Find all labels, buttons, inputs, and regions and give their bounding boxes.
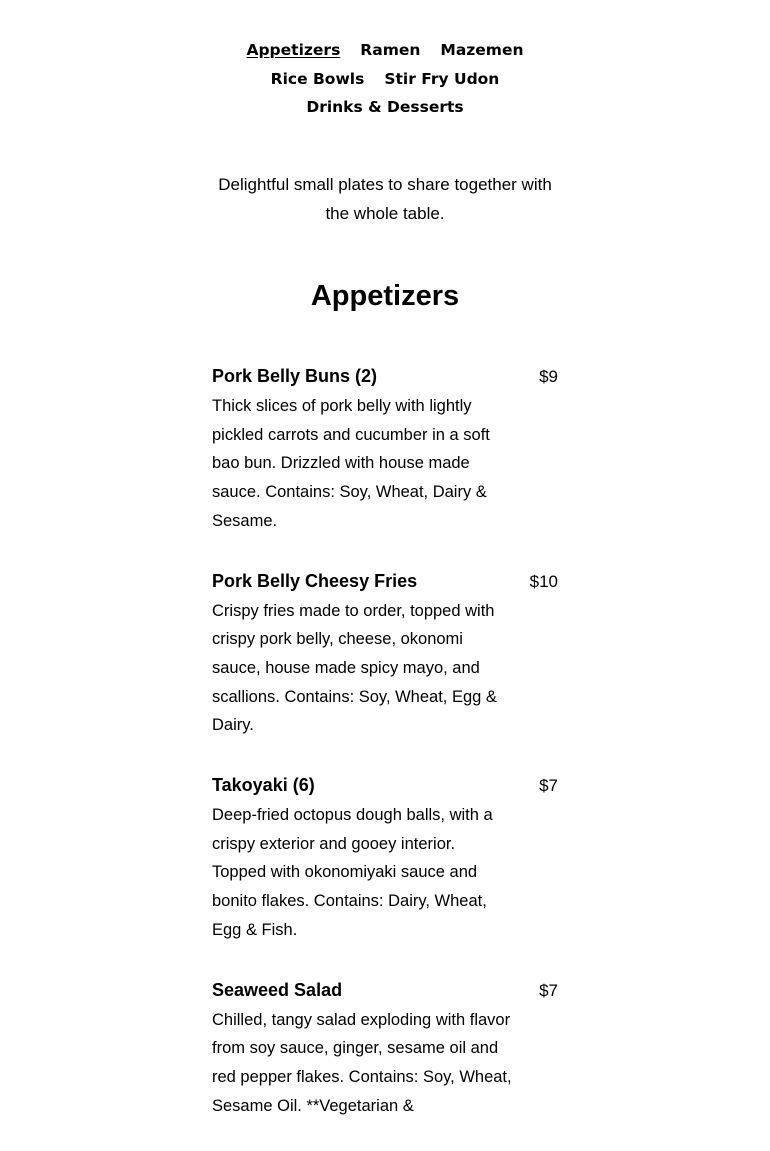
menu-item-price: $9	[539, 367, 558, 386]
menu-item-description: Deep-fried octopus dough balls, with a crispy exterior and gooey interior. Topped with okonomiyaki sauce and bonito flakes. Contains: Dairy, Wheat, Egg & Fish.	[212, 806, 493, 939]
menu-item	[212, 567, 558, 741]
menu-item-name: Seaweed Salad	[212, 979, 343, 1000]
category-nav-row	[0, 36, 770, 65]
category-nav	[0, 36, 770, 122]
menu-item-price: $7	[539, 776, 558, 796]
menu-item	[212, 362, 558, 536]
category-nav-row	[0, 65, 770, 94]
category-nav-row	[0, 93, 770, 122]
menu-item-header	[212, 976, 558, 1005]
section-title: Appetizers	[310, 280, 460, 312]
nav-link-stir-fry-udon[interactable]: Stir Fry Udon	[384, 69, 500, 88]
menu-item-description: Chilled, tangy salad exploding with flavor from soy sauce, ginger, sesame oil and red pepper flakes. Contains: Soy, Wheat, Sesame Oil. **Vegetarian &	[212, 1010, 512, 1115]
menu-item	[212, 771, 558, 945]
section-intro: Delightful small plates to share together with the whole table.	[218, 175, 552, 223]
nav-link-ramen[interactable]: Ramen	[360, 41, 421, 59]
menu-item-name: Pork Belly Cheesy Fries	[212, 570, 418, 591]
nav-link-mazemen[interactable]: Mazemen	[440, 41, 524, 59]
menu-item-header	[212, 362, 558, 391]
menu-item-name: Takoyaki (6)	[212, 775, 315, 796]
menu-item	[212, 976, 558, 1121]
menu-item-header	[212, 771, 558, 800]
menu-item-name: Pork Belly Buns (2)	[212, 366, 378, 386]
menu-list	[212, 362, 558, 1151]
nav-link-rice-bowls[interactable]: Rice Bowls	[270, 69, 365, 88]
nav-link-appetizers[interactable]: Appetizers	[246, 41, 341, 59]
menu-item-price: $10	[529, 571, 558, 591]
menu-item-description: Thick slices of pork belly with lightly pickled carrots and cucumber in a soft bao bun. Drizzled with house made sauce. Contains: Soy, Wheat, Dairy & Sesame.	[212, 397, 490, 530]
nav-link-drinks-desserts[interactable]: Drinks & Desserts	[306, 98, 464, 117]
menu-item-header	[212, 567, 558, 596]
menu-item-description: Crispy fries made to order, topped with crispy pork belly, cheese, okonomi sauce, house made spicy mayo, and scallions. Contains: Soy, Wheat, Egg & Dairy.	[212, 601, 497, 735]
menu-item-price: $7	[539, 980, 558, 1000]
